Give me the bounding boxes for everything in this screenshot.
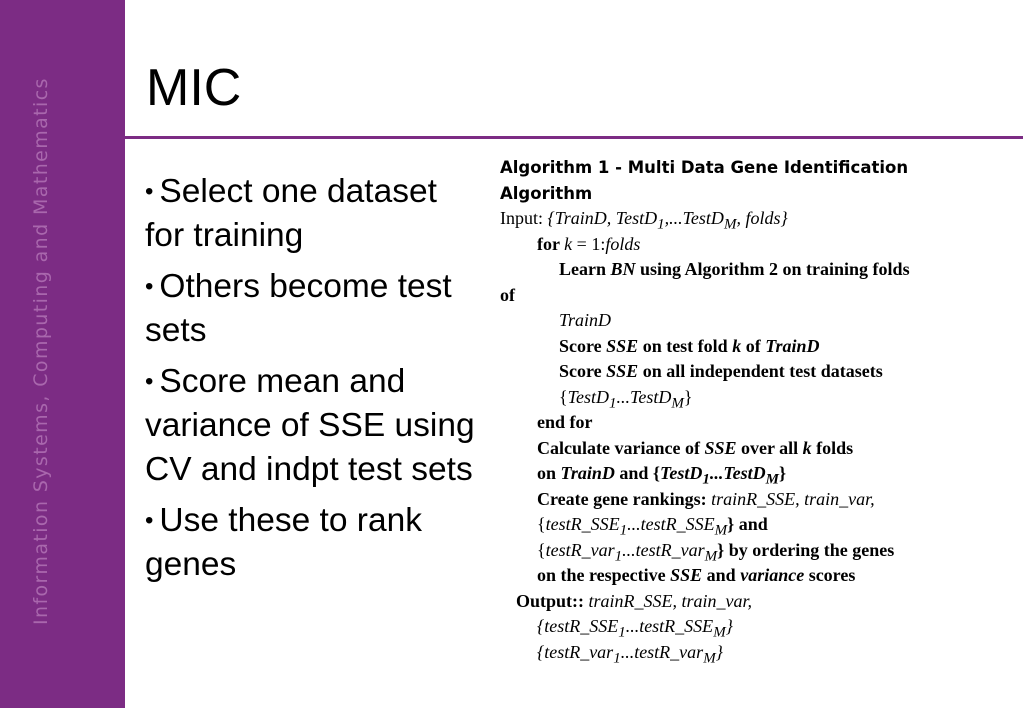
subscript: M xyxy=(723,216,737,233)
algorithm-score-line xyxy=(500,334,1005,360)
code-text: } xyxy=(683,386,693,407)
bullet-marker: • xyxy=(145,507,154,534)
bullet-item xyxy=(145,170,475,258)
algorithm-for-line xyxy=(500,232,1005,258)
subscript: 1 xyxy=(613,650,621,667)
code-text: of xyxy=(741,335,766,356)
variable: trainR_SSE, train_var, xyxy=(711,488,875,509)
algorithm-heading-text: Algorithm xyxy=(500,183,593,203)
variable: BN xyxy=(610,259,636,279)
variable: SSE xyxy=(704,437,737,458)
algorithm-endfor-line xyxy=(500,410,1005,436)
variable: TrainD xyxy=(765,335,820,356)
keyword: for xyxy=(537,233,565,254)
subscript: 1 xyxy=(619,522,628,539)
variable: TrainD xyxy=(560,463,615,483)
algorithm-score-line xyxy=(500,359,1005,385)
variable: SSE xyxy=(606,335,639,356)
variable: SSE xyxy=(670,565,703,585)
variable: trainR_SSE, train_var, xyxy=(588,590,753,611)
variable: ...TestD xyxy=(709,463,766,483)
keyword: end for xyxy=(537,412,593,432)
subscript: M xyxy=(713,624,726,641)
subscript: 1 xyxy=(609,395,617,412)
code-text: on test fold xyxy=(638,335,733,356)
code-text: and xyxy=(702,565,741,585)
bullet-text: Select one dataset for training xyxy=(145,173,437,254)
algorithm-create-line xyxy=(500,487,1005,513)
variable: ...testR_var xyxy=(620,641,704,662)
output-label: Output:: xyxy=(516,590,589,611)
algorithm-of-line xyxy=(500,283,1005,309)
algorithm-calc-line xyxy=(500,436,1005,462)
algorithm-output-line xyxy=(500,589,1005,615)
variable: k xyxy=(802,437,812,458)
code-text: } xyxy=(779,463,787,483)
variable: } xyxy=(725,616,733,636)
input-label: Input: xyxy=(500,208,548,228)
code-text: Create gene rankings: xyxy=(537,488,712,509)
code-text: over all xyxy=(736,437,803,458)
code-text: folds xyxy=(811,437,854,458)
code-text: on xyxy=(537,463,561,483)
algorithm-heading-cont xyxy=(500,181,1005,207)
bullet-marker: • xyxy=(145,178,154,205)
algorithm-out-sse-line xyxy=(500,614,1005,640)
algorithm-on-line xyxy=(500,461,1005,487)
subscript: M xyxy=(714,522,728,539)
algorithm-heading-text: Algorithm 1 - Multi Data Gene Identification xyxy=(500,158,909,177)
variable: TestD xyxy=(659,463,703,483)
bullet-item xyxy=(145,360,475,492)
algorithm-figure xyxy=(500,155,1005,665)
variable: ...TestD xyxy=(616,386,672,407)
variable: } xyxy=(715,641,723,662)
code-text: { xyxy=(537,514,546,534)
bullet-marker: • xyxy=(145,273,154,300)
variable: SSE xyxy=(606,361,639,381)
bullet-text: Score mean and variance of SSE using CV and indpt test sets xyxy=(145,363,475,488)
code-text: on all independent test datasets xyxy=(638,361,883,381)
variable: testR_var xyxy=(545,539,615,560)
subscript: 1 xyxy=(702,471,710,488)
subscript: M xyxy=(703,650,716,667)
bullet-item xyxy=(145,265,475,353)
bullet-list xyxy=(145,170,475,594)
code-text: Score xyxy=(559,335,607,356)
code-text: Calculate variance of xyxy=(537,437,705,458)
variable: {testR_SSE xyxy=(537,616,619,636)
algorithm-testset-line xyxy=(500,385,1005,411)
variable: ...testR_SSE xyxy=(627,514,715,534)
variable: folds xyxy=(605,233,641,254)
code-text: and { xyxy=(614,463,660,483)
algorithm-sse-list-line xyxy=(500,512,1005,538)
algorithm-heading xyxy=(500,155,1005,181)
code-text: { xyxy=(537,539,546,560)
variable: testR_SSE xyxy=(545,514,620,534)
algorithm-input-line xyxy=(500,206,1005,232)
code-text: on the respective xyxy=(537,565,671,585)
variable: {testR_var xyxy=(537,641,614,662)
bullet-text: Use these to rank genes xyxy=(145,502,422,583)
input-text: , folds} xyxy=(736,208,788,228)
code-text: using Algorithm 2 on training folds xyxy=(635,259,910,279)
subscript: 1 xyxy=(614,548,623,565)
algorithm-out-var-line xyxy=(500,640,1005,666)
code-text: } and xyxy=(727,514,768,534)
algorithm-learn-line xyxy=(500,257,1005,283)
sidebar-band xyxy=(0,0,125,708)
input-text: {TrainD, TestD xyxy=(547,208,658,228)
code-text: of xyxy=(500,284,515,305)
sidebar-label: Information Systems, Computing and Mathematics xyxy=(30,77,52,625)
variable: variance xyxy=(740,565,805,585)
bullet-text: Others become test sets xyxy=(145,268,452,349)
algorithm-var-list-line xyxy=(500,538,1005,564)
subscript: 1 xyxy=(618,624,626,641)
input-text: ,...TestD xyxy=(664,208,724,228)
code-text: } by ordering the genes xyxy=(717,539,895,560)
code-text: Learn xyxy=(559,259,611,279)
variable: ...testR_var xyxy=(622,539,705,560)
title-divider xyxy=(125,136,1023,139)
variable: ...testR_SSE xyxy=(625,616,714,636)
subscript: M xyxy=(671,395,684,412)
subscript: 1 xyxy=(657,216,665,233)
algorithm-traind-line xyxy=(500,308,1005,334)
subscript: M xyxy=(704,548,718,565)
variable: k xyxy=(564,233,573,254)
code-text: { xyxy=(559,386,568,407)
subscript: M xyxy=(765,471,780,488)
variable: k xyxy=(732,335,742,356)
code-text: = 1: xyxy=(572,233,606,254)
variable: TrainD xyxy=(559,310,612,330)
bullet-item xyxy=(145,499,475,587)
variable: TestD xyxy=(567,386,609,407)
algorithm-resp-line xyxy=(500,563,1005,589)
code-text: scores xyxy=(804,565,856,585)
code-text: Score xyxy=(559,361,607,381)
bullet-marker: • xyxy=(145,368,154,395)
slide-title: MIC xyxy=(146,59,242,117)
